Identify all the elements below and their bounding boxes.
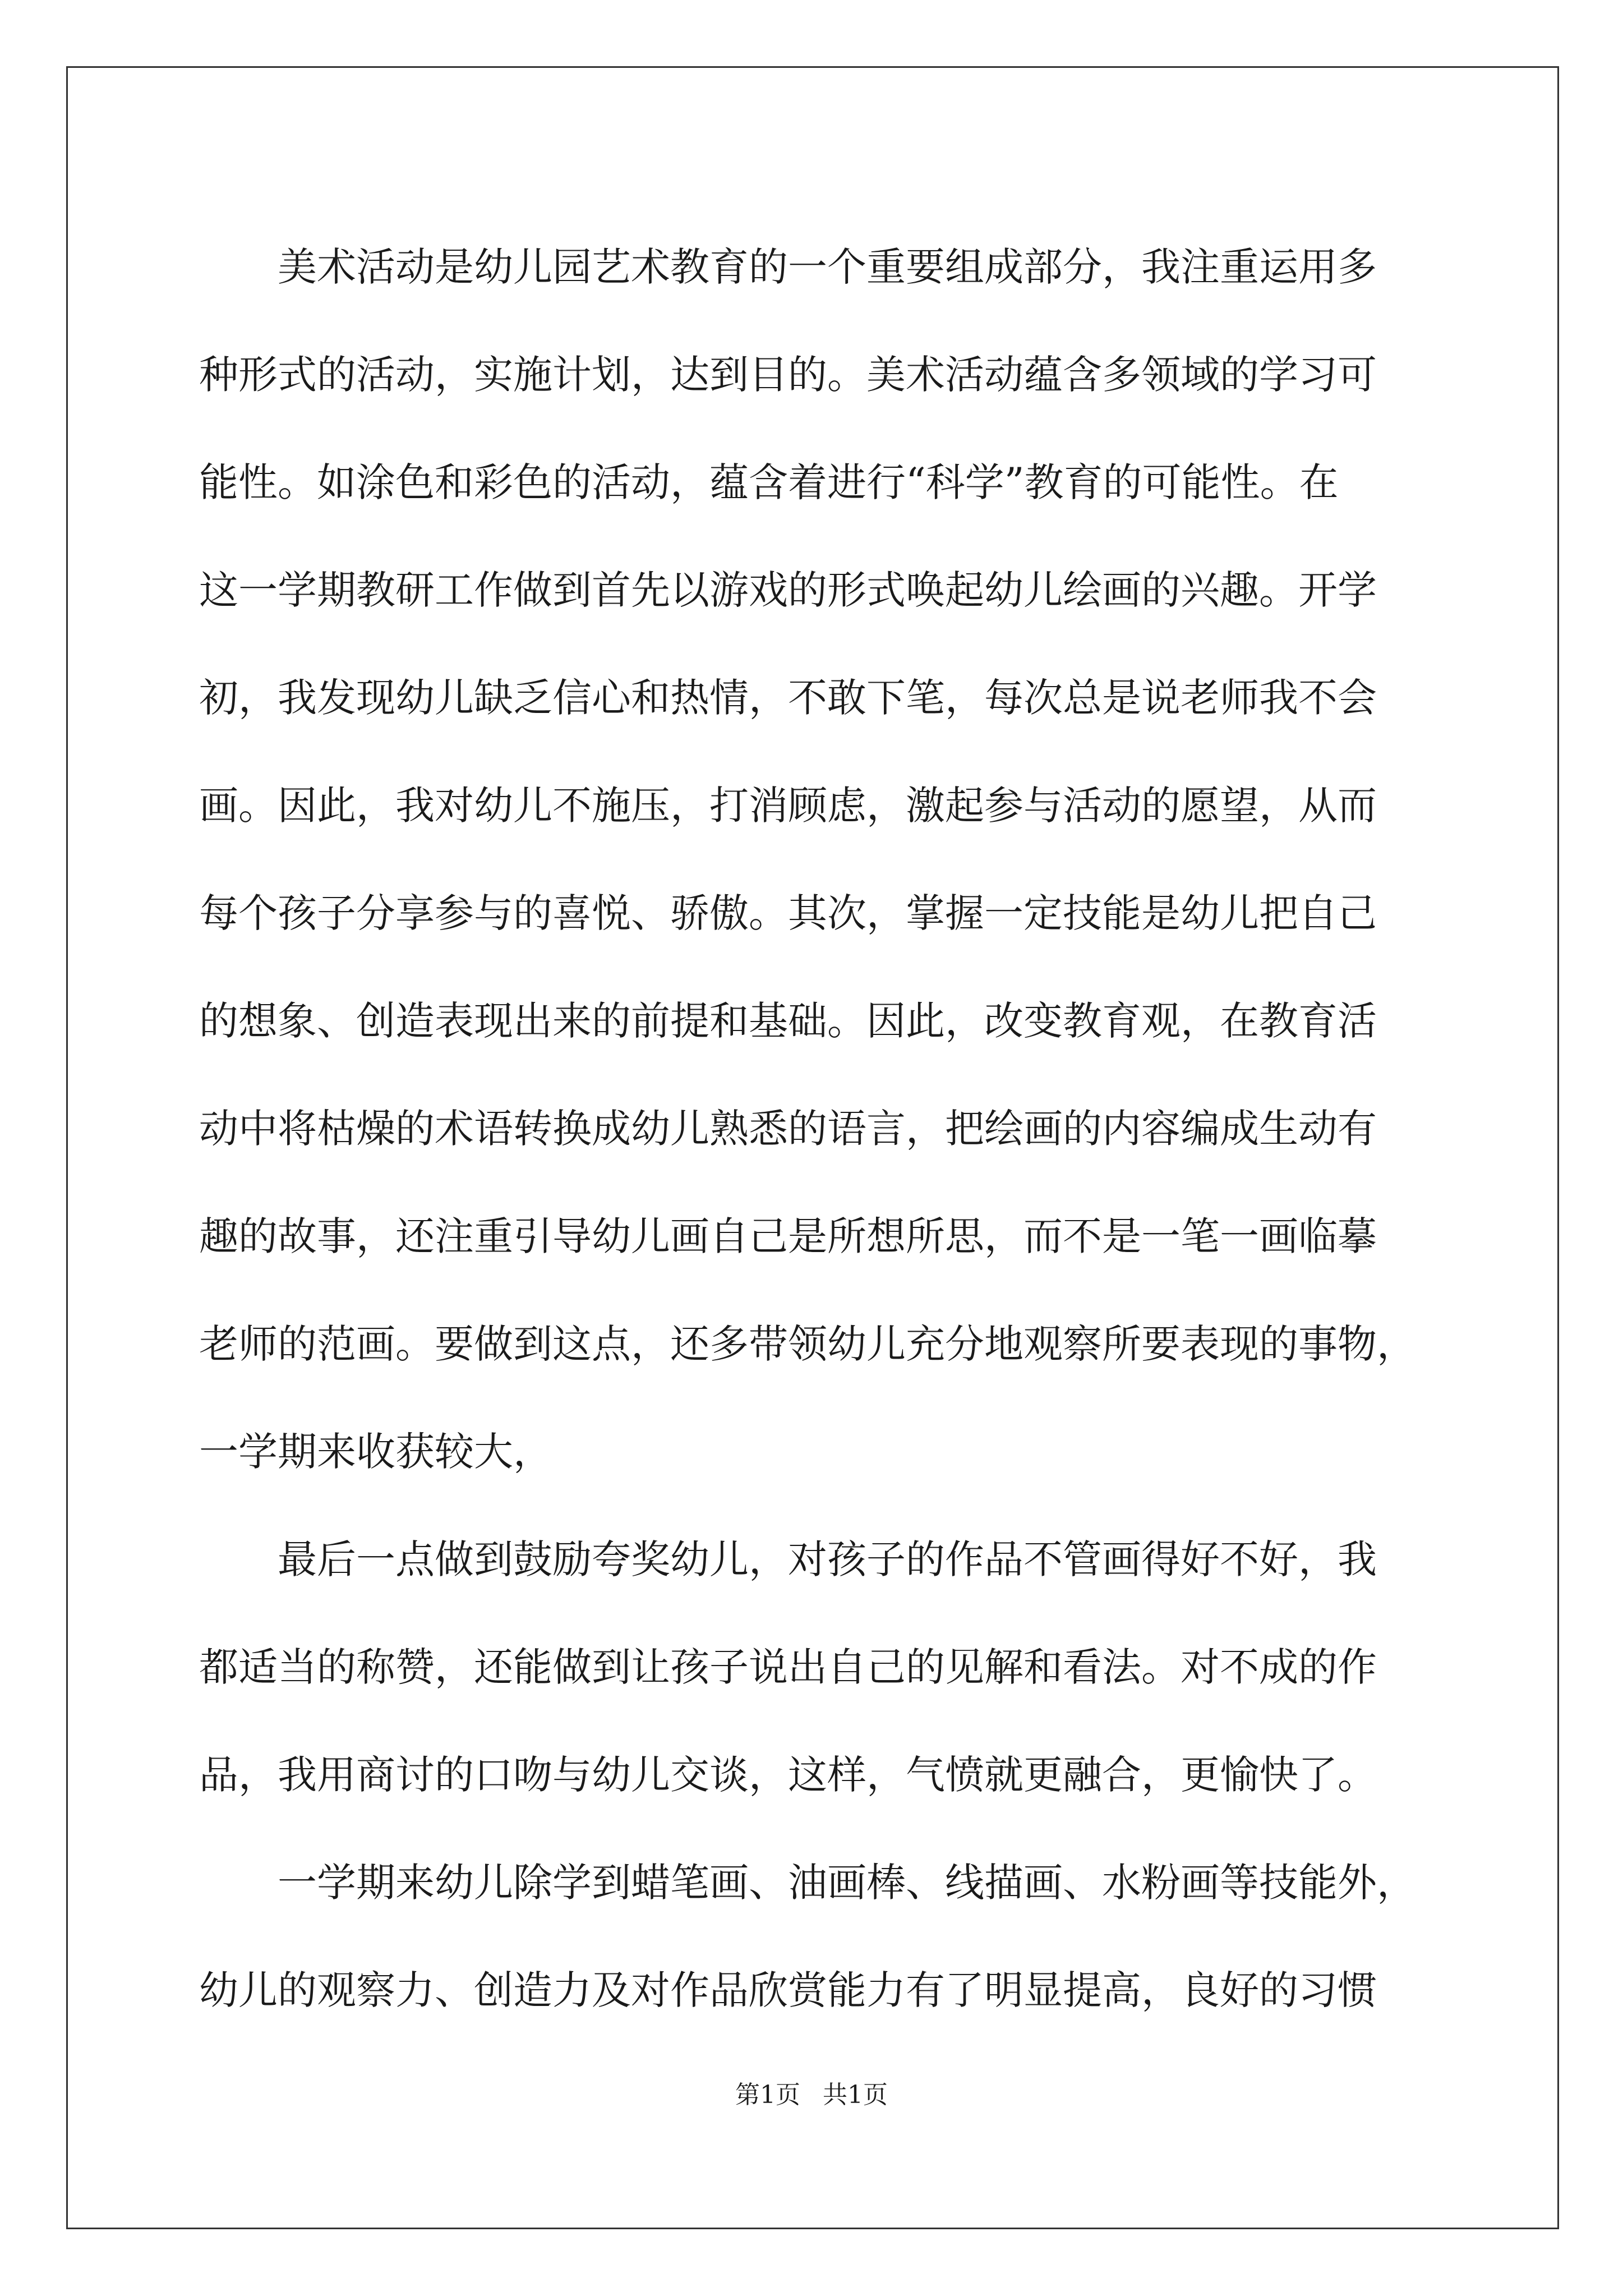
text-line: 都适当的称赞，还能做到让孩子说出自己的见解和看法。对不成的作: [199, 1644, 1377, 1690]
text-line: 幼儿的观察力、创造力及对作品欣赏能力有了明显提高，良好的习惯: [199, 1967, 1377, 2013]
text-line: 的想象、创造表现出来的前提和基础。因此，改变教育观，在教育活: [199, 998, 1377, 1044]
text-line: 老师的范画。要做到这点，还多带领幼儿充分地观察所要表现的事物，: [199, 1321, 1416, 1367]
text-line: 这一学期教研工作做到首先以游戏的形式唤起幼儿绘画的兴趣。开学: [199, 567, 1377, 613]
document-body: [199, 213, 1433, 2044]
text-line: 一学期来幼儿除学到蜡笔画、油画棒、线描画、水粉画等技能外，: [199, 1860, 1416, 1906]
text-line: 画。因此，我对幼儿不施压，打消顾虑，激起参与活动的愿望，从而: [199, 783, 1377, 829]
page-footer: [0, 2078, 1623, 2112]
page-total: 共1页: [823, 2081, 888, 2109]
text-line: 品，我用商讨的口吻与幼儿交谈，这样，气愤就更融合，更愉快了。: [199, 1752, 1377, 1798]
text-line: 种形式的活动，实施计划，达到目的。美术活动蕴含多领域的学习可: [199, 352, 1377, 398]
text-line: 一学期来收获较大，: [199, 1429, 552, 1475]
text-line: 能性。如涂色和彩色的活动，蕴含着进行“科学”教育的可能性。在: [199, 459, 1339, 505]
text-line: 趣的故事，还注重引导幼儿画自己是所想所思，而不是一笔一画临摹: [199, 1213, 1377, 1259]
text-line: 初，我发现幼儿缺乏信心和热情，不敢下笔，每次总是说老师我不会: [199, 675, 1377, 721]
text-line: 美术活动是幼儿园艺术教育的一个重要组成部分，我注重运用多: [199, 244, 1377, 290]
text-line: 每个孩子分享参与的喜悦、骄傲。其次，掌握一定技能是幼儿把自己: [199, 890, 1377, 936]
text-line: 最后一点做到鼓励夸奖幼儿，对孩子的作品不管画得好不好，我: [199, 1536, 1377, 1582]
text-line: 动中将枯燥的术语转换成幼儿熟悉的语言，把绘画的内容编成生动有: [199, 1106, 1377, 1152]
page-number: 第1页: [735, 2081, 800, 2109]
